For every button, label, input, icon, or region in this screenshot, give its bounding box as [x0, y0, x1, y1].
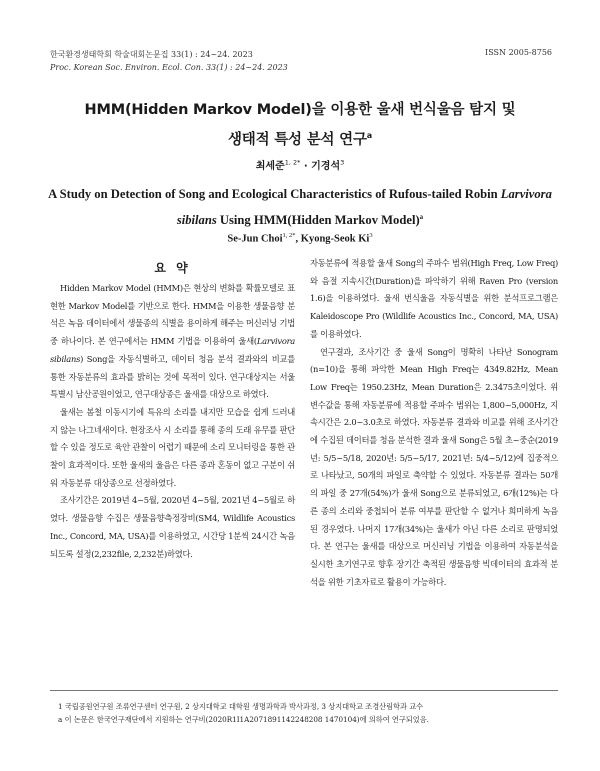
title-english: A Study on Detection of Song and Ecological Characteristics of Rufous-tailed Robin Larvivora sibilans Using HMM(Hidden Markov Model)$^a$: [48, 187, 552, 228]
abstract-paragraph-3: 조사기간은 2019년 4~5월, 2020년 4~5월, 2021년 4~5월로 하였다. 생물음향 수집은 생물음향측정장비(SM4, Wildlife Acoustics Inc., Concord, MA, USA)를 이용하였고, 시간당 1분씩 24시간 녹음되도록 설정(2,232file, 2,232분)하였다.: [50, 495, 295, 559]
footnotes: [58, 700, 558, 726]
author1-en: Se-Jun Choi: [227, 233, 283, 245]
journal-citation-en: Proc. Korean Soc. Environ. Ecol. Con. 33(1) : 24~24. 2023: [50, 63, 288, 72]
footnote-affiliations: 1 국립공원연구원 조류연구센터 연구원, 2 상지대학교 대학원 생명과학과 박사과정, 3 상지대학교 조경산림학과 교수: [58, 702, 424, 711]
journal-citation-ko: 한국환경생태학회 학술대회논문집 33(1) : 24~24. 2023: [50, 50, 253, 59]
journal-header: [50, 48, 288, 74]
abstract-heading: 요 약: [154, 261, 191, 275]
author2-en: Kyong-Seok Ki: [300, 233, 370, 245]
title-korean: [40, 97, 560, 153]
issn: ISSN 2005-8756: [485, 48, 552, 57]
footnote-divider: [50, 690, 558, 691]
author2-ko: 기경석: [311, 161, 341, 172]
species-name: Larvivora sibilans: [176, 187, 552, 228]
footnote-funding: a 이 논문은 한국연구재단에서 지원하는 연구비(2020R1I1A2071891142248208 1470104)에 의하여 연구되었음.: [58, 715, 429, 724]
title-footnote-mark: a: [366, 131, 372, 140]
author1-ko: 최세준: [255, 161, 285, 172]
right-column: [310, 255, 558, 591]
title-korean-line2: 생태적 특성 분석 연구$^a$: [227, 131, 372, 148]
abstract-paragraph-1: Hidden Markov Model (HMM)은 현상의 변화를 확률모델로 표현한 Markov Model를 기반으로 한다. HMM을 이용한 생물음향 분석은 녹음 데이터에서 생물종의 식별을 용이하게 해주는 머신러닝 기법 중 하나이다. 본 연구에서는 HMM 기법을 이용하여 울새(Larvivora sibilans) Song을 자동식별하고, 데이터 청음 분석 결과와의 비교를 통한 자동분류의 효과를 밝히는 것에 목적이 있다. 연구대상지는 서울특별시 남산공원이었고, 연구대상종은 울새를 대상으로 하였다.: [50, 283, 295, 400]
authors-english: Se-Jun Choi$^{1, 2*}$, Kyong-Seok Ki$^3$: [227, 232, 373, 245]
title-korean-line1: HMM(Hidden Markov Model)을 이용한 울새 번식울음 탐지 및: [84, 102, 516, 118]
authors-korean: 최세준$^{1, 2*}$ · 기경석$^3$: [255, 158, 345, 172]
abstract-paragraph-5: 연구결과, 조사기간 중 울새 Song이 명확히 나타난 Sonogram (n=10)을 통해 파악한 Mean High Freq는 4349.82Hz, Mean Low Freq는 1950.23Hz, Mean Duration은 2.3475초이었다. 위 변수값을 통해 자동분류에 적용할 주파수 범위는 1,800~5,000Hz, 지속시간은 2.0~3.0초로 하였다. 자동분류 결과와 비교를 위해 조사기간에 수집된 데이터를 청음 분석한 결과 울새 Song은 5월 초~중순(2019년: 5/5~5/18, 2020년: 5/5~5/17, 2021년: 5/4~5/12)에 집중적으로 나타났고, 50개의 파일로 축약할 수 있었다. 자동분류 결과는 50개의 파일 중 27개(54%)가 울새 Song으로 분류되었고, 6개(12%)는 다른 종의 소리와 중첩되어 분류 여부를 판단할 수 없거나 희미하게 녹음된 경우였다. 나머지 17개(34%)는 울새가 아닌 다른 소리로 판명되었다. 본 연구는 울새를 대상으로 머신러닝 기법을 이용하여 자동분석을 실시한 초기연구로 향후 장기간 축적된 생물음향 빅데이터의 효과적 분석을 위한 기초자료로 활용이 가능하다.: [310, 346, 558, 587]
abstract-paragraph-2: 울새는 봄철 이동시기에 특유의 소리를 내지만 모습을 쉽게 드러내지 않는 나그네새이다. 현장조사 시 소리를 통해 종의 도래 유무를 판단할 수 있을 정도로 육안 관찰이 어렵기 때문에 소리 모니터링을 통한 관찰이 효과적이다. 또한 울새의 울음은 다른 종과 혼동이 없고 구분이 쉬워 자동분류 대상종으로 선정하였다.: [50, 406, 295, 488]
left-column: [50, 259, 295, 563]
abstract-paragraph-4: 자동분류에 적용할 울새 Song의 주파수 범위(High Freq, Low Freq)와 음절 지속시간(Duration)을 파악하기 위해 Raven Pro (version 1.6)을 이용하였다. 울새 번식울음 자동식별을 위한 분석프로그램은 Kaleidoscope Pro (Wildlife Acoustics Inc., Concord, MA, USA)를 이용하였다.: [310, 258, 558, 339]
